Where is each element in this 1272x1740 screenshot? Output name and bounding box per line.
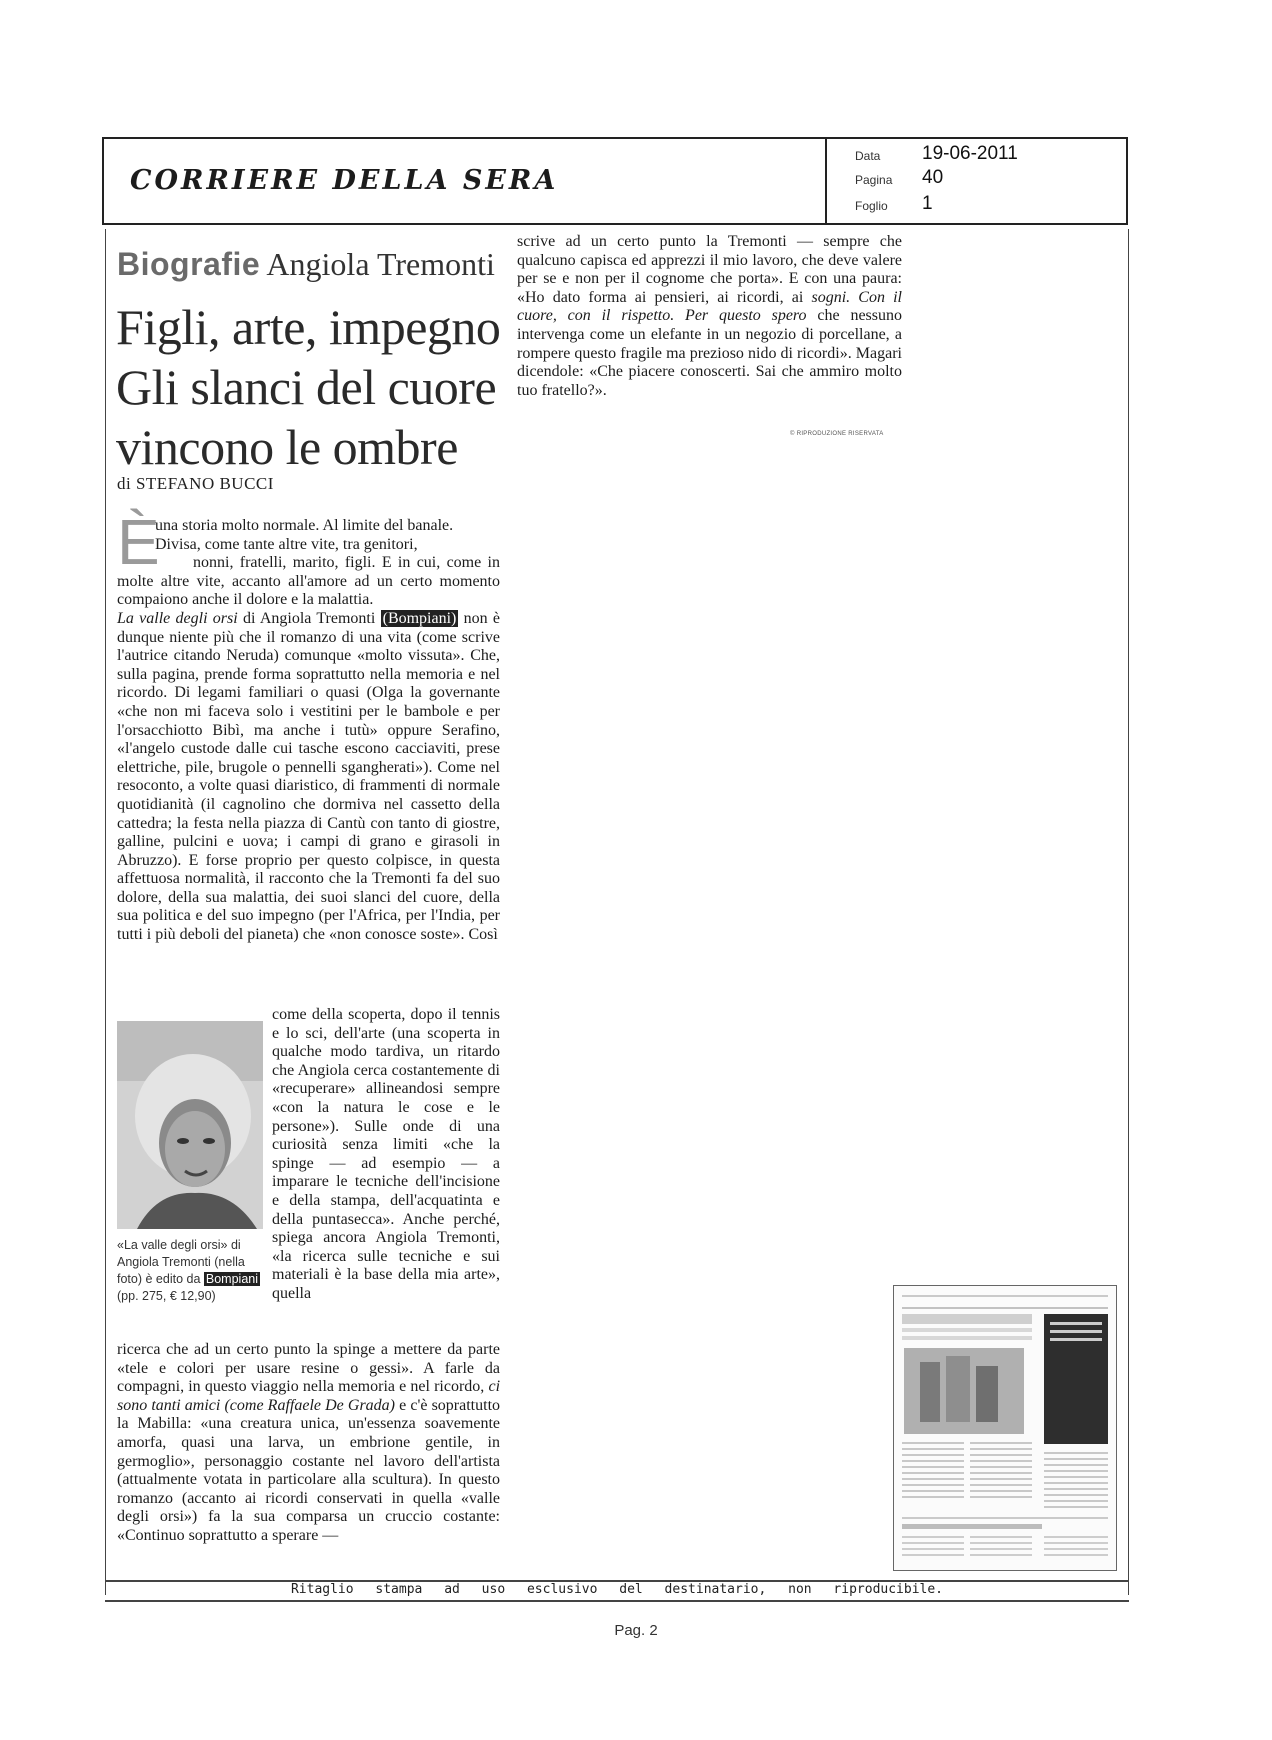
author-photo bbox=[117, 1021, 263, 1229]
paragraph-text-span: che nessuno intervenga come un elefante in un negozio di porcellane, a rompere questo fragile ma prezioso nido di ricordi». Magari dicendole: «Che piacere conoscerti. Sai che ammiro molto tuo fratello?». bbox=[517, 307, 902, 399]
caption-text: «La valle degli orsi» di Angiola Tremonti (nella foto) è edito da bbox=[117, 1238, 245, 1286]
newspaper-masthead: CORRIERE DELLA SERA bbox=[130, 165, 559, 196]
headline-line-2: Gli slanci del cuore bbox=[116, 359, 497, 415]
paragraph-text bbox=[117, 610, 500, 945]
byline bbox=[117, 474, 274, 494]
italic-text: sogni. Con il cuore, con il rispetto. Per questo spero bbox=[517, 288, 903, 325]
footer-rule-bottom bbox=[105, 1600, 1129, 1602]
photo-caption bbox=[117, 1237, 265, 1305]
pagina-value: 40 bbox=[922, 167, 944, 188]
section-label: Biografie bbox=[117, 246, 261, 282]
paragraph-line: una storia molto normale. Al limite del banale. bbox=[155, 517, 454, 534]
book-title: La valle degli orsi bbox=[117, 609, 238, 627]
paragraph-text-span: non è dunque niente più che il romanzo di una vita (come scrive l'autrice citando Neruda) comunque «molto vissuta». Che, sulla pagina, prende forma soprattutto nella memoria e nel ricordo. Di legami familiari o quasi (Olga la governante «che non mi faceva solo i vestitini per le bambole e per l'orsacchiotto Bibì, ma anche i tutù» oppure Serafino, «l'angelo custode dalle cui tasche escono cacciaviti, prese elettriche, pile, brugole o pennelli sgangherati»). Come nel resoconto, a volte quasi diaristico, di frammenti di normale quotidianità (il cagnolino che dormiva nel cassetto della cattedra; la festa nella piazza di Cantù con tanto di giostre, galline, pulcini e uova; i campi di grano e girasoli in Abruzzo). E forse proprio per questo colpisce, in questa affettuosa normalità, il racconto che la Tremonti fa del suo dolore, della sua malattia, dei suoi slanci del cuore, della sua politica e del suo impegno (per l'Africa, per l'India, per tutti i più deboli del pianeta) che «non conosce soste». Così bbox=[117, 609, 501, 944]
footer-notice: Ritaglio stampa ad uso esclusivo del destinatario, non riproducibile. bbox=[290, 1582, 944, 1597]
paragraph-text-span: e c'è soprattutto la Mabilla: «una creatura unica, un'essenza soavemente amorfa, quasi una larva, un embrione gentile, in germoglio», personaggio costante nel lavoro dell'artista (attualmente votata in particolare alla scultura). In questo romanzo (accanto ai ricordi conservati in quella «valle degli orsi») fa la sua comparsa un cruccio costante: «Continuo soprattutto a sperare — bbox=[117, 1396, 501, 1544]
data-label: Data bbox=[855, 149, 881, 163]
paragraph-text: come della scoperta, dopo il tennis e lo sci, dell'arte (una scoperta in qualche modo tardiva, un ritardo che Angiola cerca costantemente di «recuperare» allineandosi sempre «con la natura le cose e le persone»). Sulle onde di una curiosità senza limiti «che la spinge — ad esempio — a imparare le tecniche dell'incisione e della stampa, dell'acquatinta e della puntasecca». Anche perché, spiega ancora Angiola Tremonti, «la ricerca sulle tecniche e sui materiali è la base della mia arte», quella bbox=[272, 1006, 500, 1302]
foglio-label: Foglio bbox=[855, 199, 888, 213]
byline-text: di STEFANO BUCCI bbox=[117, 474, 274, 493]
paragraph-text bbox=[117, 1341, 500, 1546]
portrait-image bbox=[117, 1021, 263, 1229]
paragraph-text-span: nonni, fratelli, marito, figli. E in cui, come in molte altre vite, accanto all'amore ad un certo momento compaiono anche il dolore e la malattia. bbox=[117, 554, 500, 609]
paragraph-text-span: ricerca che ad un certo punto la spinge a mettere da parte «tele e colori per usare resine o gessi». A farle da compagni, in questo viaggio nella memoria e nel ricordo, bbox=[117, 1341, 500, 1396]
pagina-label: Pagina bbox=[855, 173, 893, 187]
foglio-value: 1 bbox=[922, 193, 933, 214]
caption-details: (pp. 275, € 12,90) bbox=[117, 1289, 216, 1303]
article-wrap-text bbox=[272, 1006, 500, 1304]
headline-line-3: vincono le ombre bbox=[116, 419, 458, 475]
drop-cap: È bbox=[117, 506, 160, 578]
page-thumbnail bbox=[893, 1285, 1117, 1571]
page-number: Pag. 2 bbox=[614, 1622, 658, 1639]
paragraph-line: Divisa, come tante altre vite, tra genitori, bbox=[155, 535, 418, 553]
header-divider bbox=[825, 137, 827, 225]
italic-text: ci sono tanti amici (come Raffaele De Grada) bbox=[117, 1378, 501, 1414]
paragraph-text bbox=[117, 554, 500, 610]
paragraph-text bbox=[517, 233, 902, 400]
article-kicker bbox=[117, 246, 495, 283]
thumbnail-image bbox=[894, 1286, 1116, 1570]
kicker-subject: Angiola Tremonti bbox=[266, 246, 495, 282]
article-column-2 bbox=[517, 233, 902, 400]
data-value: 19-06-2011 bbox=[922, 143, 1018, 164]
article-column-1-bottom bbox=[117, 1341, 500, 1546]
author-ref: di Angiola Tremonti bbox=[242, 609, 376, 627]
article-column-1-top bbox=[117, 517, 500, 945]
headline-line-1: Figli, arte, impegno bbox=[116, 299, 501, 355]
copyright-notice: © RIPRODUZIONE RISERVATA bbox=[790, 431, 884, 437]
paragraph-text-span: scrive ad un certo punto la Tremonti — sempre che qualcuno capisca ed apprezzi il mio lavoro, che deve valere per se e non per il cognome che porta». E con una paura: «Ho dato forma ai pensieri, ai ricordi, ai bbox=[517, 233, 902, 306]
publisher-highlight: (Bompiani) bbox=[382, 609, 457, 627]
caption-publisher: Bompiani bbox=[205, 1272, 259, 1286]
